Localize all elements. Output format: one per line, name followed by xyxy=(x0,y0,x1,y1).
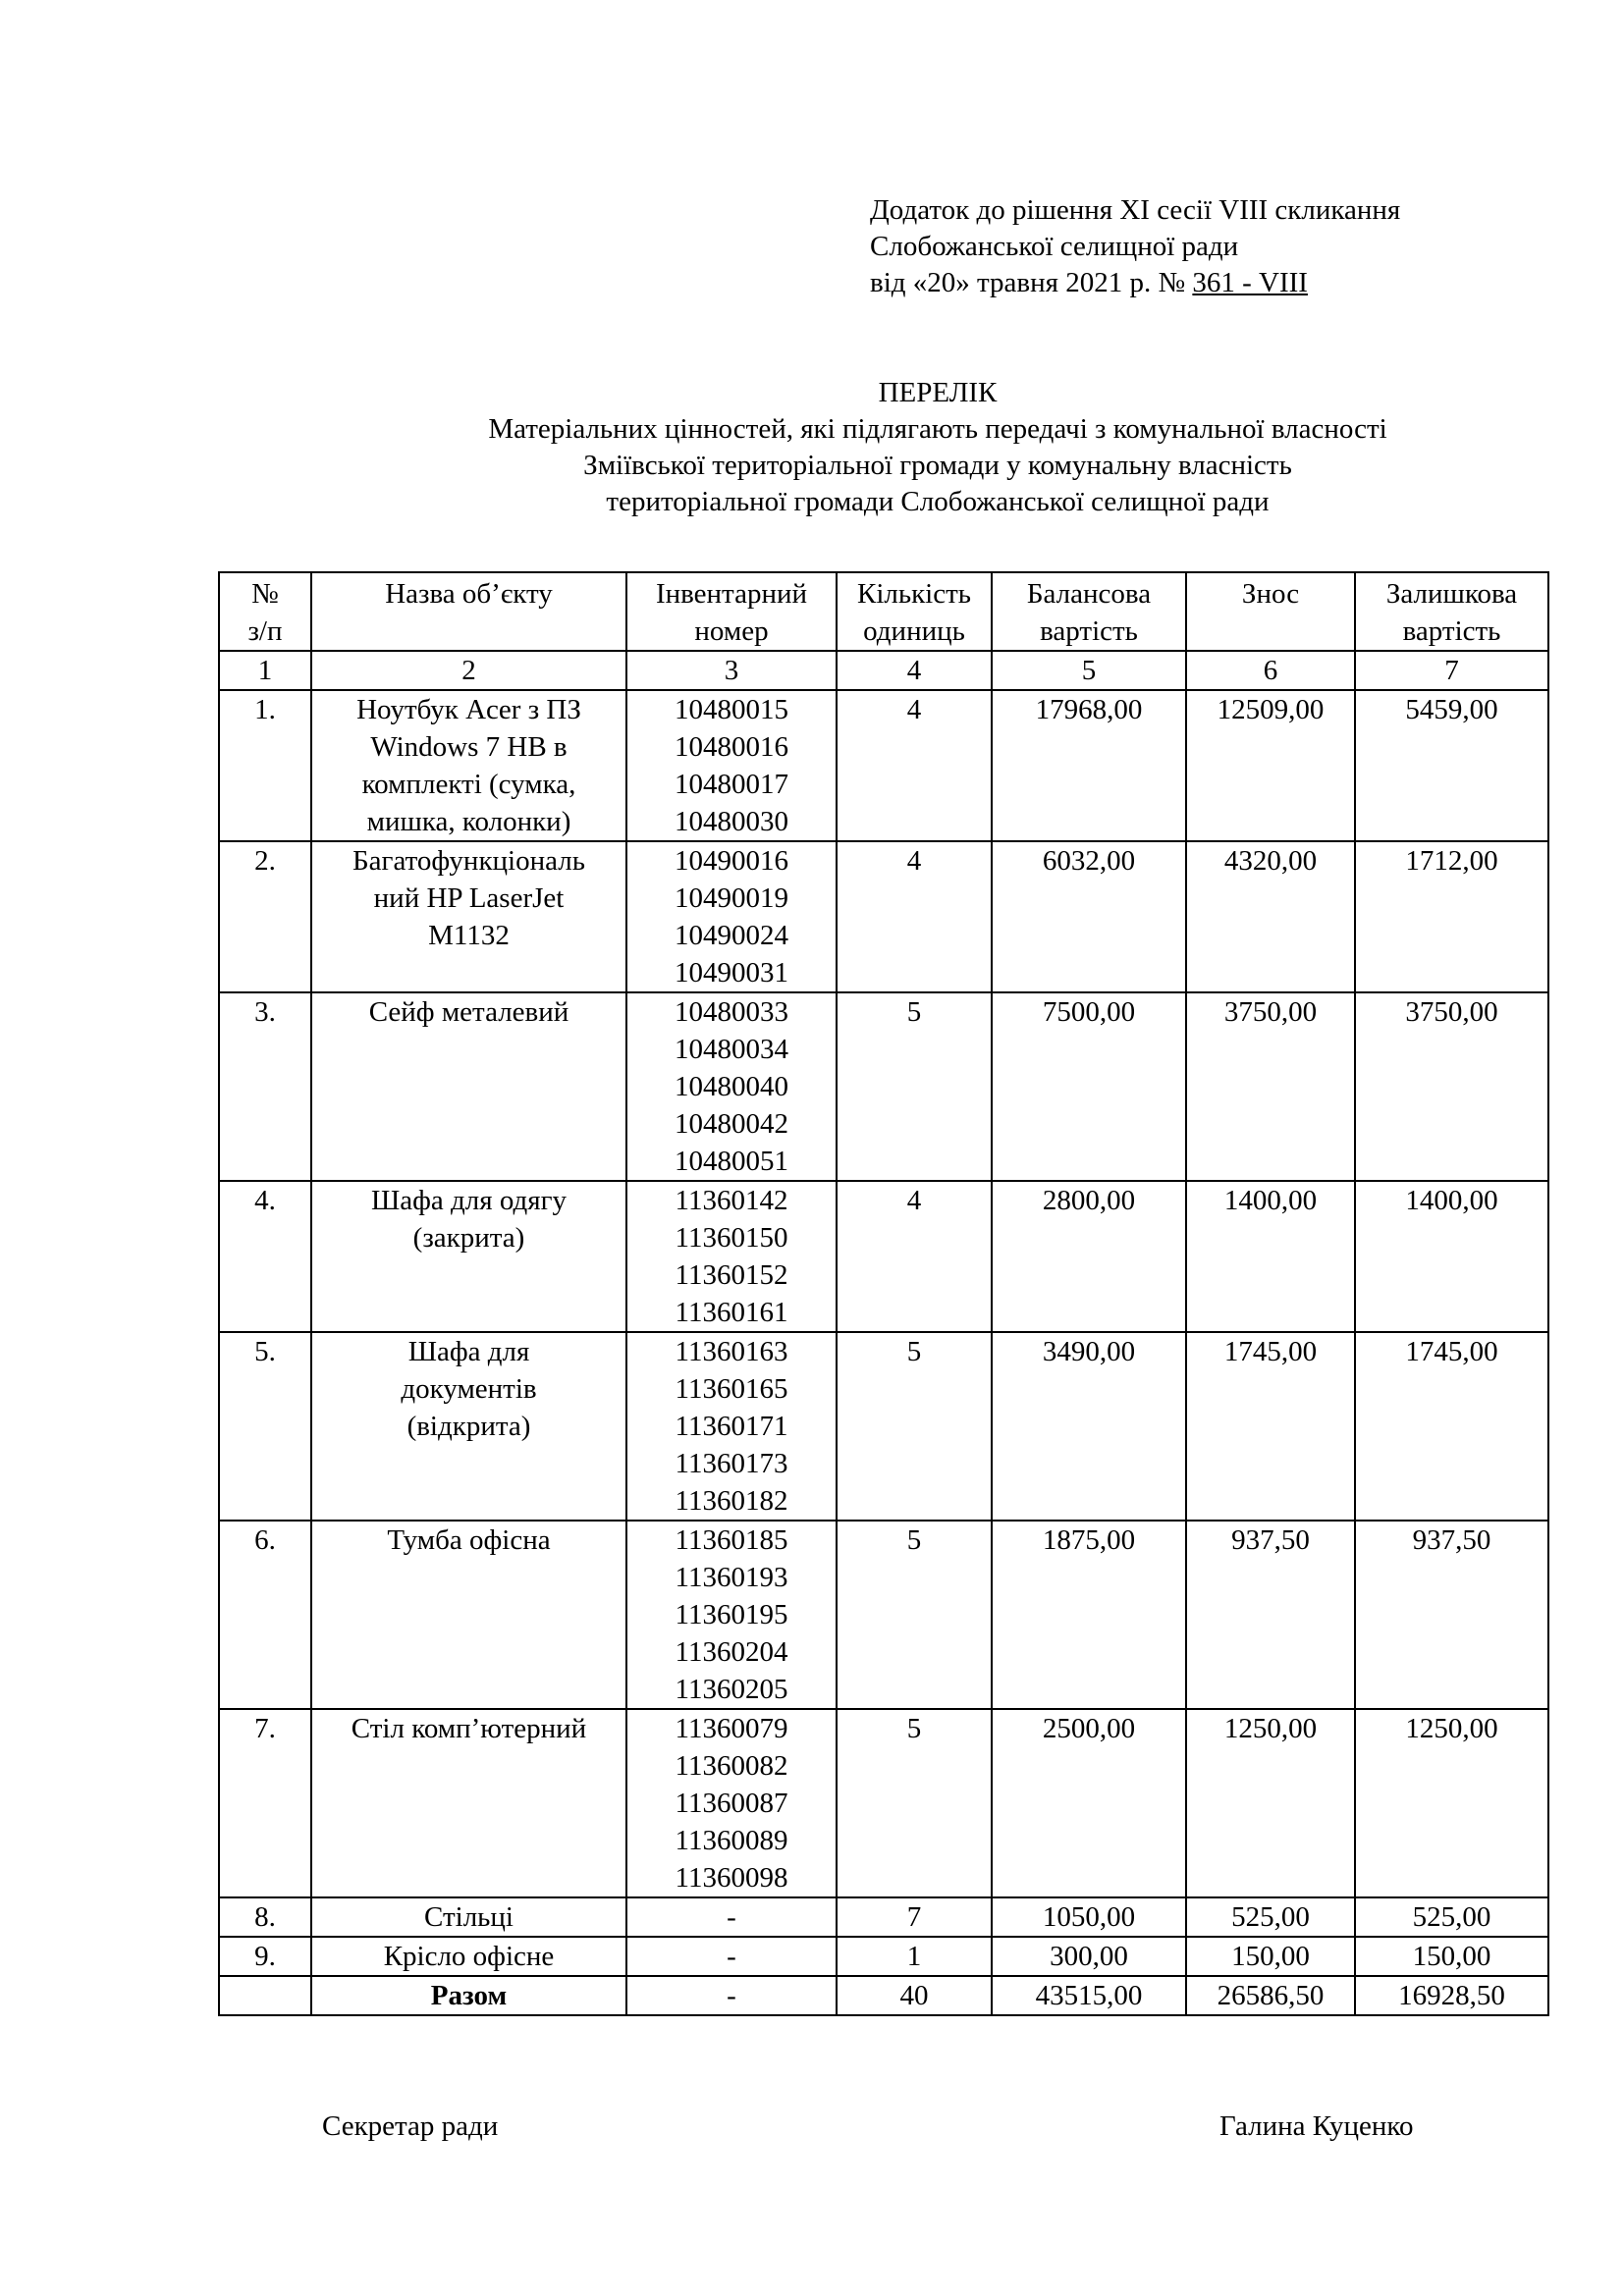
residual-value xyxy=(1355,1181,1548,1332)
document-header xyxy=(870,192,1400,301)
inventory-numbers-line: 10490019 xyxy=(675,882,788,914)
wear-value-line: 525,00 xyxy=(1231,1901,1310,1933)
column-header-line: одиниць xyxy=(863,615,965,647)
row-number-line: 1. xyxy=(254,694,276,725)
inventory-numbers-line: 11360173 xyxy=(675,1448,788,1479)
total-quantity-line: 40 xyxy=(899,1980,929,2011)
column-header xyxy=(626,572,837,651)
inventory-numbers-line: 11360152 xyxy=(675,1259,788,1291)
column-number-line: 1 xyxy=(257,655,273,686)
column-header xyxy=(1355,572,1548,651)
residual-value xyxy=(1355,1709,1548,1897)
quantity-line: 5 xyxy=(906,996,922,1028)
inventory-numbers-line: 10490024 xyxy=(675,920,788,951)
inventory-numbers-line: - xyxy=(727,1941,736,1972)
title-heading: ПЕРЕЛІК xyxy=(878,377,998,408)
balance-value xyxy=(992,690,1186,841)
object-name-line: Ноутбук Acer з ПЗ xyxy=(356,694,581,725)
inventory-numbers-line: 11360193 xyxy=(675,1562,788,1593)
inventory-numbers-line: 11360089 xyxy=(675,1825,788,1856)
balance-value xyxy=(992,1937,1186,1976)
balance-value xyxy=(992,1521,1186,1709)
table-row xyxy=(219,992,1548,1181)
column-header-line: з/п xyxy=(247,615,283,647)
object-name-line: документів xyxy=(401,1373,537,1405)
object-name-line: Стіл комп’ютерний xyxy=(351,1713,587,1744)
table-total-row xyxy=(219,1976,1548,2015)
quantity-line: 5 xyxy=(906,1336,922,1367)
object-name-line: (закрита) xyxy=(412,1222,525,1254)
inventory-numbers-line: 11360182 xyxy=(675,1485,788,1517)
wear-value-line: 1250,00 xyxy=(1223,1713,1318,1744)
quantity-line: 4 xyxy=(906,694,922,725)
total-empty-cell xyxy=(219,1976,311,2015)
object-name xyxy=(311,1332,626,1521)
wear-value-line: 1745,00 xyxy=(1223,1336,1318,1367)
object-name-line: Шафа для xyxy=(407,1336,530,1367)
column-number xyxy=(837,651,992,690)
object-name xyxy=(311,1521,626,1709)
quantity-line: 1 xyxy=(906,1941,922,1972)
inventory-table xyxy=(218,571,1549,2016)
column-header-line: Залишкова xyxy=(1385,578,1518,610)
inventory-numbers xyxy=(626,1897,837,1937)
balance-value xyxy=(992,1709,1186,1897)
inventory-numbers-line: 10480017 xyxy=(675,769,788,800)
inventory-numbers-line: 11360205 xyxy=(675,1674,788,1705)
residual-value xyxy=(1355,1937,1548,1976)
column-number-line: 3 xyxy=(724,655,739,686)
inventory-numbers xyxy=(626,1181,837,1332)
wear-value-line: 4320,00 xyxy=(1223,845,1318,877)
balance-value-line: 17968,00 xyxy=(1035,694,1143,725)
table-header-row xyxy=(219,572,1548,651)
title-line-2: Зміївської територіальної громади у комунальну власність xyxy=(583,450,1292,481)
object-name-line: Windows 7 HB в xyxy=(370,731,568,763)
column-number-line: 7 xyxy=(1444,655,1459,686)
balance-value-line: 2800,00 xyxy=(1042,1185,1136,1216)
residual-value-line: 5459,00 xyxy=(1405,694,1498,725)
total-inventory-line: - xyxy=(727,1980,736,2011)
residual-value-line: 1400,00 xyxy=(1405,1185,1498,1216)
total-quantity xyxy=(837,1976,992,2015)
row-number-line: 7. xyxy=(254,1713,276,1744)
total-balance xyxy=(992,1976,1186,2015)
residual-value xyxy=(1355,1332,1548,1521)
total-wear xyxy=(1186,1976,1355,2015)
inventory-table-body xyxy=(219,572,1548,2015)
inventory-numbers-line: 11360098 xyxy=(675,1862,788,1894)
column-header xyxy=(837,572,992,651)
column-number xyxy=(992,651,1186,690)
residual-value-line: 937,50 xyxy=(1412,1524,1491,1556)
object-name-line: Сейф металевий xyxy=(368,996,569,1028)
row-number xyxy=(219,1937,311,1976)
title-line-1: Матеріальних цінностей, які підлягають передачі з комунальної власності xyxy=(488,413,1387,445)
table-row xyxy=(219,841,1548,992)
column-header-line: Балансова xyxy=(1026,578,1152,610)
object-name-line: Стільці xyxy=(424,1901,514,1933)
object-name xyxy=(311,1937,626,1976)
inventory-numbers-line: 11360161 xyxy=(675,1297,788,1328)
column-header xyxy=(1186,572,1355,651)
residual-value xyxy=(1355,841,1548,992)
object-name-line: (відкрита) xyxy=(406,1411,531,1442)
object-name xyxy=(311,690,626,841)
column-header xyxy=(992,572,1186,651)
header-line-council: Слобожанської селищної ради xyxy=(870,231,1239,262)
inventory-numbers-line: 11360185 xyxy=(675,1524,788,1556)
inventory-numbers-line: 11360163 xyxy=(675,1336,788,1367)
quantity-line: 5 xyxy=(906,1713,922,1744)
inventory-numbers-line: 10480040 xyxy=(675,1071,788,1102)
quantity-line: 4 xyxy=(906,845,922,877)
quantity-line: 5 xyxy=(906,1524,922,1556)
wear-value xyxy=(1186,841,1355,992)
column-number xyxy=(1355,651,1548,690)
quantity xyxy=(837,1709,992,1897)
object-name xyxy=(311,1897,626,1937)
column-number-line: 4 xyxy=(906,655,922,686)
residual-value xyxy=(1355,690,1548,841)
balance-value xyxy=(992,1181,1186,1332)
total-inventory xyxy=(626,1976,837,2015)
column-header-line: Кількість xyxy=(856,578,971,610)
balance-value xyxy=(992,1897,1186,1937)
inventory-numbers-line: 11360171 xyxy=(675,1411,788,1442)
object-name xyxy=(311,1709,626,1897)
balance-value-line: 300,00 xyxy=(1050,1941,1128,1972)
column-number xyxy=(219,651,311,690)
table-row xyxy=(219,1709,1548,1897)
total-label xyxy=(311,1976,626,2015)
row-number xyxy=(219,841,311,992)
column-header-line: Знос xyxy=(1241,578,1300,610)
object-name xyxy=(311,1181,626,1332)
row-number xyxy=(219,690,311,841)
object-name-line: M1132 xyxy=(428,920,510,951)
column-number xyxy=(626,651,837,690)
column-header-line: Інвентарний xyxy=(655,578,808,610)
wear-value xyxy=(1186,690,1355,841)
residual-value-line: 150,00 xyxy=(1412,1941,1491,1972)
inventory-numbers-line: 11360082 xyxy=(675,1750,788,1782)
signature-position: Секретар ради xyxy=(322,2110,499,2142)
object-name-line: Тумба офісна xyxy=(387,1524,551,1556)
inventory-numbers xyxy=(626,1937,837,1976)
table-row xyxy=(219,1521,1548,1709)
table-row xyxy=(219,1181,1548,1332)
column-number xyxy=(1186,651,1355,690)
row-number xyxy=(219,1181,311,1332)
row-number-line: 6. xyxy=(254,1524,276,1556)
inventory-numbers xyxy=(626,1332,837,1521)
table-row xyxy=(219,1332,1548,1521)
object-name-line: ний HP LaserJet xyxy=(373,882,565,914)
inventory-numbers-line: 10490031 xyxy=(675,957,788,988)
quantity xyxy=(837,1897,992,1937)
row-number-line: 5. xyxy=(254,1336,276,1367)
quantity xyxy=(837,1521,992,1709)
wear-value xyxy=(1186,1937,1355,1976)
row-number-line: 4. xyxy=(254,1185,276,1216)
row-number-line: 8. xyxy=(254,1901,276,1933)
column-header-line: вартість xyxy=(1402,615,1501,647)
inventory-numbers-line: 11360165 xyxy=(675,1373,788,1405)
row-number xyxy=(219,992,311,1181)
inventory-numbers xyxy=(626,992,837,1181)
balance-value-line: 1050,00 xyxy=(1042,1901,1136,1933)
object-name-line: Багатофункціональ xyxy=(352,845,585,877)
residual-value xyxy=(1355,992,1548,1181)
wear-value xyxy=(1186,992,1355,1181)
inventory-numbers-line: 10480015 xyxy=(675,694,788,725)
column-header-line: Назва об’єкту xyxy=(385,578,553,610)
wear-value-line: 150,00 xyxy=(1231,1941,1310,1972)
total-residual xyxy=(1355,1976,1548,2015)
inventory-numbers-line: 11360087 xyxy=(675,1788,788,1819)
header-decision-number: 361 - VIII xyxy=(1192,267,1308,298)
column-header-line: № xyxy=(251,578,279,610)
balance-value-line: 7500,00 xyxy=(1042,996,1136,1028)
header-line-date xyxy=(870,265,1400,301)
object-name-line: мишка, колонки) xyxy=(366,806,571,837)
residual-value-line: 1745,00 xyxy=(1405,1336,1498,1367)
wear-value-line: 937,50 xyxy=(1231,1524,1310,1556)
wear-value xyxy=(1186,1181,1355,1332)
inventory-numbers-line: 10490016 xyxy=(675,845,788,877)
row-number xyxy=(219,1709,311,1897)
row-number xyxy=(219,1897,311,1937)
residual-value-line: 525,00 xyxy=(1412,1901,1491,1933)
balance-value xyxy=(992,992,1186,1181)
row-number-line: 9. xyxy=(254,1941,276,1972)
quantity-line: 7 xyxy=(906,1901,922,1933)
wear-value xyxy=(1186,1332,1355,1521)
row-number xyxy=(219,1521,311,1709)
balance-value-line: 1875,00 xyxy=(1042,1524,1136,1556)
inventory-numbers xyxy=(626,690,837,841)
column-number-line: 5 xyxy=(1081,655,1097,686)
quantity xyxy=(837,992,992,1181)
document-title xyxy=(226,375,1624,520)
row-number-line: 3. xyxy=(254,996,276,1028)
object-name-line: комплекті (сумка, xyxy=(361,769,576,800)
quantity xyxy=(837,1181,992,1332)
residual-value xyxy=(1355,1897,1548,1937)
column-header xyxy=(219,572,311,651)
wear-value xyxy=(1186,1709,1355,1897)
quantity-line: 4 xyxy=(906,1185,922,1216)
signature-name: Галина Куценко xyxy=(1219,2110,1414,2142)
balance-value-line: 2500,00 xyxy=(1042,1713,1136,1744)
wear-value xyxy=(1186,1521,1355,1709)
inventory-numbers-line: 11360204 xyxy=(675,1636,788,1668)
object-name-line: Шафа для одягу xyxy=(370,1185,567,1216)
quantity xyxy=(837,1937,992,1976)
column-number-row xyxy=(219,651,1548,690)
residual-value-line: 1712,00 xyxy=(1405,845,1498,877)
total-label-line: Разом xyxy=(430,1980,508,2011)
column-header-line: вартість xyxy=(1040,615,1138,647)
inventory-numbers-line: 10480051 xyxy=(675,1146,788,1177)
row-number-line: 2. xyxy=(254,845,276,877)
inventory-numbers xyxy=(626,841,837,992)
inventory-numbers-line: 10480034 xyxy=(675,1034,788,1065)
inventory-numbers xyxy=(626,1709,837,1897)
column-header xyxy=(311,572,626,651)
wear-value-line: 3750,00 xyxy=(1223,996,1318,1028)
inventory-numbers-line: 11360079 xyxy=(675,1713,788,1744)
inventory-numbers-line: 11360142 xyxy=(675,1185,788,1216)
balance-value-line: 3490,00 xyxy=(1042,1336,1136,1367)
inventory-numbers-line: 11360195 xyxy=(675,1599,788,1630)
table-row xyxy=(219,690,1548,841)
column-number-line: 6 xyxy=(1263,655,1278,686)
title-line-3: територіальної громади Слобожанської селищної ради xyxy=(606,486,1270,517)
inventory-numbers-line: 10480016 xyxy=(675,731,788,763)
table-row xyxy=(219,1897,1548,1937)
object-name-line: Крісло офісне xyxy=(383,1941,555,1972)
column-number xyxy=(311,651,626,690)
inventory-numbers-line: 10480033 xyxy=(675,996,788,1028)
column-number-line: 2 xyxy=(461,655,476,686)
quantity xyxy=(837,1332,992,1521)
inventory-numbers xyxy=(626,1521,837,1709)
balance-value-line: 6032,00 xyxy=(1042,845,1136,877)
object-name xyxy=(311,992,626,1181)
wear-value xyxy=(1186,1897,1355,1937)
balance-value xyxy=(992,1332,1186,1521)
balance-value xyxy=(992,841,1186,992)
object-name xyxy=(311,841,626,992)
residual-value xyxy=(1355,1521,1548,1709)
table-row xyxy=(219,1937,1548,1976)
quantity xyxy=(837,690,992,841)
inventory-numbers-line: 11360150 xyxy=(675,1222,788,1254)
row-number xyxy=(219,1332,311,1521)
residual-value-line: 1250,00 xyxy=(1405,1713,1498,1744)
header-line-decision: Додаток до рішення XI сесії VIII скликання xyxy=(870,194,1401,226)
inventory-numbers-line: - xyxy=(727,1901,736,1933)
header-date-text: від «20» травня 2021 р. № xyxy=(870,267,1193,298)
residual-value-line: 3750,00 xyxy=(1405,996,1498,1028)
total-residual-line: 16928,50 xyxy=(1398,1980,1505,2011)
column-header-line: номер xyxy=(694,615,769,647)
wear-value-line: 1400,00 xyxy=(1223,1185,1318,1216)
inventory-numbers-line: 10480030 xyxy=(675,806,788,837)
inventory-numbers-line: 10480042 xyxy=(675,1108,788,1140)
wear-value-line: 12509,00 xyxy=(1217,694,1325,725)
quantity xyxy=(837,841,992,992)
total-wear-line: 26586,50 xyxy=(1217,1980,1325,2011)
total-balance-line: 43515,00 xyxy=(1035,1980,1143,2011)
